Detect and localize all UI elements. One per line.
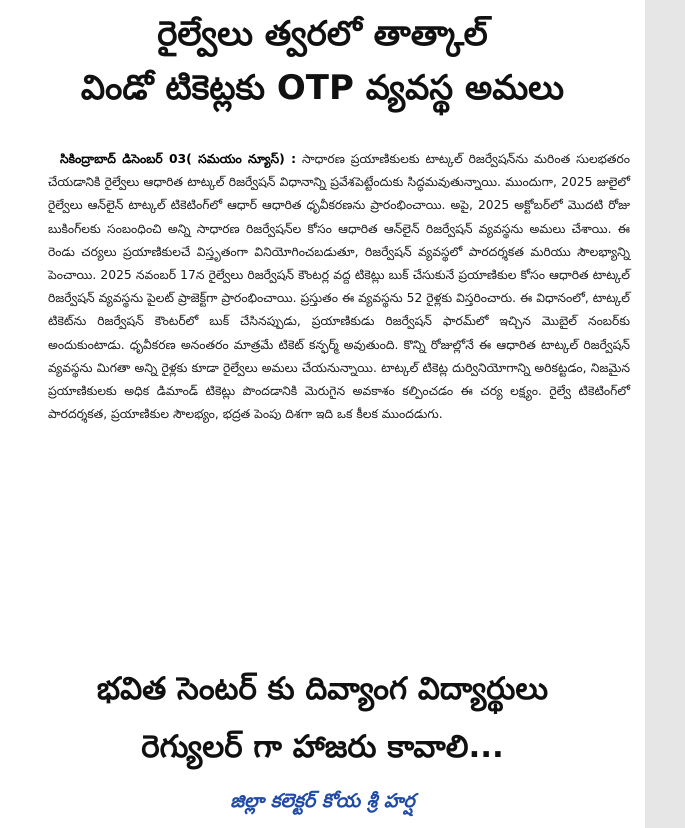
article1-text: సాధారణ ప్రయాణికులకు టాట్కల్ రిజర్వేషన్‌ను మరింత సులభతరం చేయడానికి రైల్వేలు ఆధారిత టాట్కల్ రిజర్వేషన్ విధానాన్ని ప్రవేశపెట్టేందుకు సిద్ధమవుతున్నాయి. ముందుగా, 2025 జులైలో రైల్వేలు ఆన్‌లైన్ టాట్కల్ టికెటింగ్‌లో ఆధార్ ఆధారిత ధృవీకరణను ప్రారంభించాయి. అపై, 2025 అక్టోబర్‌లో మొదటి రోజు బుకింగ్‌లకు సంబంధించి అన్ని సాధారణ రిజర్వేషన్‌ల కోసం ఆధారిత ఆన్‌లైన్ రిజర్వేషన్ వ్యవస్థను అమలు చేశాయి. ఈ రెండు చర్యలు ప్రయాణికులచే విస్తృతంగా వినియోగించబడుతూ, రిజర్వేషన్ వ్యవస్థలో పారదర్శకత మరియు సౌలభ్యాన్ని పెంచాయి. 2025 నవంబర్ 17న రైల్వేలు రిజర్వేషన్ కౌంటర్ల వద్ద టికెట్లు బుక్ చేసుకునే ప్రయాణికుల కోసం ఆధారిత టాట్కల్ రిజర్వేషన్ వ్యవస్థను పైలట్ ప్రాజెక్ట్‌గా ప్రారంభించాయి. ప్రస్తుతం ఈ వ్యవస్థను 52 రైళ్లకు విస్తరించారు. ఈ విధానంలో, టాట్కల్ టికెట్‌ను రిజర్వేషన్ కౌంటర్‌లో బుక్ చేసినప్పుడు, ప్రయాణికుడు రిజర్వేషన్ ఫారమ్‌లో ఇచ్చిన మొబైల్ నంబర్‌కు అందుకుంటాడు. ధృవీకరణ అనంతరం మాత్రమే టికెట్ కన్ఫర్మ్ అవుతుంది. కొన్ని రోజుల్లోనే ఈ ఆధారిత టాట్కల్ రిజర్వేషన్ వ్యవస్థను మిగతా అన్ని రైళ్లకు కూడా రైల్వేలు అమలు చేయనున్నాయి. టాట్కల్ టికెట్ల దుర్వినియోగాన్ని అరికట్టడం, నిజమైన ప్రయాణికులకు అధిక డిమాండ్ టికెట్లు పొందడానికి మెరుగైన అవకాశం కల్పించడం ఈ చర్య లక్ష్యం. రైల్వే టికెటింగ్‌లో పారదర్శకత, ప్రయాణికుల సౌలభ్యం, భద్రత పెంపు దిశగా ఇది ఒక కీలక ముందడుగు.	[48, 152, 630, 422]
article2-headline-line1: భవిత సెంటర్ కు దివ్యాంగ విద్యార్థులు	[96, 671, 549, 707]
article1-body	[48, 148, 630, 426]
article2-byline: జిల్లా కలెక్టర్ కోయ శ్రీ హర్ష	[230, 790, 415, 812]
article1-dateline: సికింద్రాబాద్ డిసెంబర్ 03( సమయం న్యూస్) :	[60, 152, 297, 166]
article1-paragraph	[48, 148, 630, 426]
article1-headline-line1: రైల్వేలు త్వరలో తాత్కాల్	[157, 14, 488, 54]
article1-headline-line2: విండో టికెట్లకు OTP వ్యవస్థ అమలు	[80, 68, 565, 108]
article2-headline-line2: రెగ్యులర్ గా హాజరు కావాలి...	[141, 729, 504, 765]
